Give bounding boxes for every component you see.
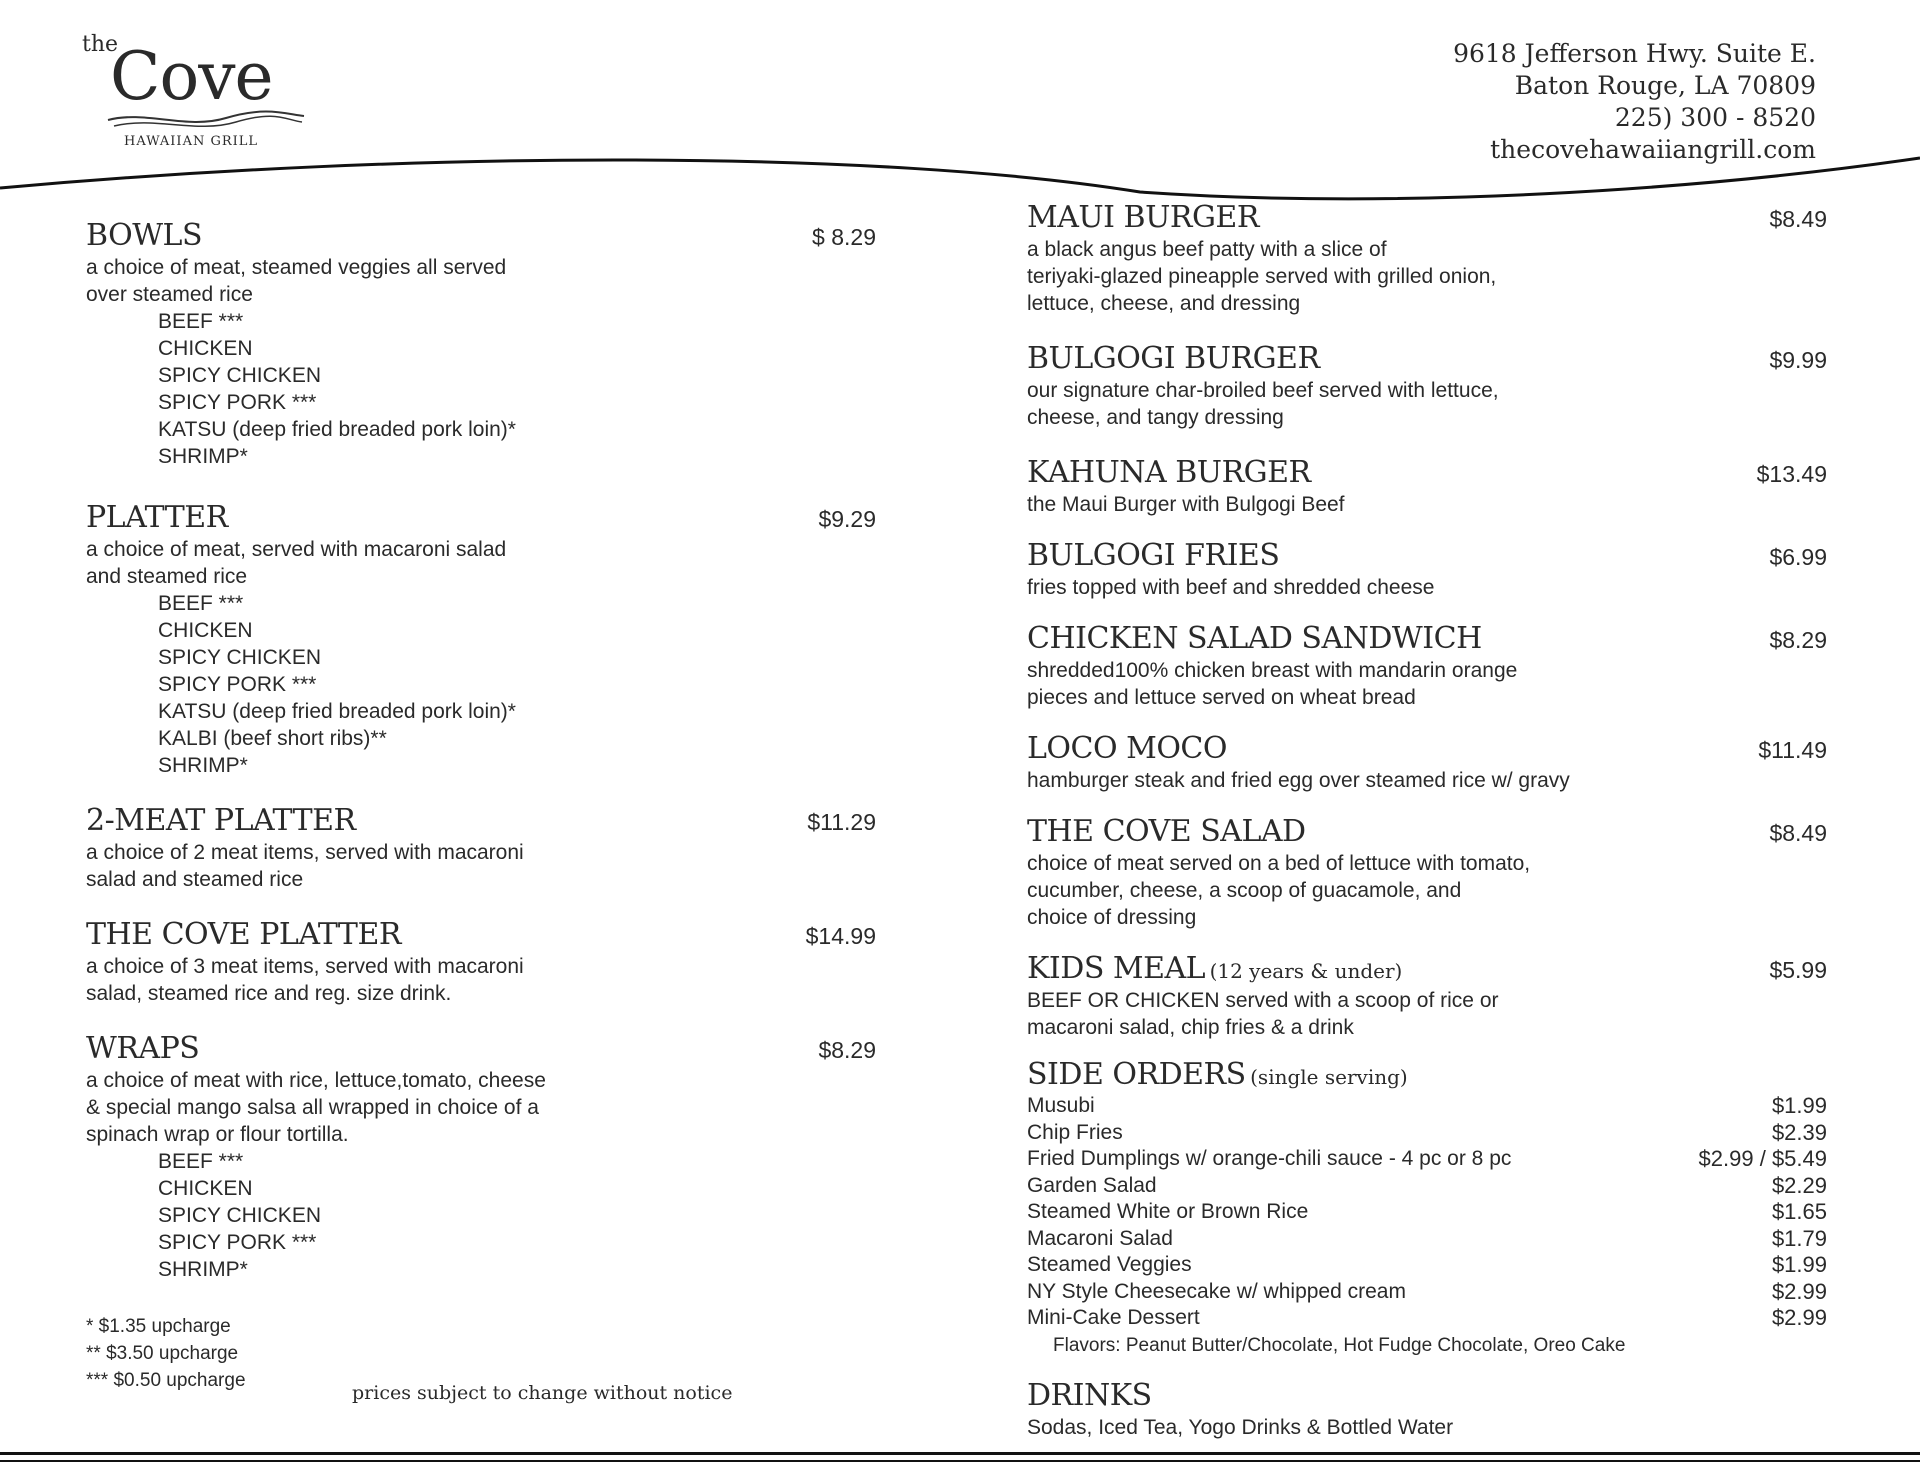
item-description <box>86 1067 876 1148</box>
side-label: Garden Salad <box>1027 1173 1157 1197</box>
item-price: $6.99 <box>1769 544 1827 570</box>
side-label: Steamed Veggies <box>1027 1253 1192 1276</box>
item-price: $8.49 <box>1769 206 1827 232</box>
side-row <box>1027 1226 1827 1253</box>
menu-item-maui-burger <box>1027 200 1827 317</box>
side-price: $2.99 / $5.49 <box>1698 1146 1827 1171</box>
item-name: BULGOGI BURGER <box>1027 341 1320 376</box>
menu-right-column <box>1027 200 1827 1441</box>
address-line-1: 9618 Jefferson Hwy. Suite E. <box>1453 39 1816 68</box>
side-label: Musubi <box>1027 1094 1095 1117</box>
choice-item: CHICKEN <box>158 337 253 360</box>
choice-item: CHICKEN <box>158 619 253 642</box>
wave-icon <box>106 108 306 132</box>
item-name: BOWLS <box>86 218 203 253</box>
choice-item: SPICY PORK *** <box>158 1231 317 1254</box>
item-description <box>1027 377 1827 431</box>
item-price: $13.49 <box>1756 461 1827 487</box>
description-line: a choice of meat, steamed veggies all served <box>86 256 507 279</box>
meat-choices <box>86 308 876 470</box>
item-name: PLATTER <box>86 500 228 535</box>
choice-item: SPICY CHICKEN <box>158 364 321 387</box>
side-row <box>1027 1173 1827 1200</box>
logo-subtitle: HAWAIIAN GRILL <box>124 134 259 149</box>
description-line: hamburger steak and fried egg over steamed rice w/ gravy <box>1027 769 1570 792</box>
item-price: $ 8.29 <box>812 224 876 250</box>
menu-item-cove-platter <box>86 917 876 1007</box>
item-name: BULGOGI FRIES <box>1027 538 1280 573</box>
item-description <box>86 536 876 590</box>
prices-disclaimer: prices subject to change without notice <box>352 1382 733 1404</box>
side-label: Steamed White or Brown Rice <box>1027 1200 1309 1223</box>
item-name: KIDS MEAL <box>1027 951 1206 986</box>
address-block <box>1453 38 1816 166</box>
item-price: $9.29 <box>818 506 876 532</box>
side-row <box>1027 1252 1827 1279</box>
item-price: $5.99 <box>1769 957 1827 983</box>
description-line: salad, steamed rice and reg. size drink. <box>86 982 452 1005</box>
menu-item-bowls <box>86 218 876 470</box>
item-description <box>86 839 876 893</box>
footnote: *** $0.50 upcharge <box>86 1370 246 1391</box>
side-label: Fried Dumplings w/ orange-chili sauce - 4 pc or 8 pc <box>1027 1147 1512 1170</box>
side-price: $1.79 <box>1771 1225 1827 1251</box>
side-row <box>1027 1093 1827 1120</box>
meat-choices <box>86 1148 876 1283</box>
item-price: $9.99 <box>1769 347 1827 373</box>
item-price: $8.49 <box>1769 820 1827 846</box>
item-name: THE COVE SALAD <box>1027 814 1306 849</box>
logo-name: Cove <box>110 38 273 115</box>
description-line: a choice of meat, served with macaroni salad <box>86 538 507 561</box>
cake-flavors: Flavors: Peanut Butter/Chocolate, Hot Fudge Chocolate, Oreo Cake <box>1053 1334 1626 1356</box>
choice-item: BEEF *** <box>158 310 244 333</box>
item-price: $11.29 <box>807 809 876 835</box>
description-line: teriyaki-glazed pineapple served with grilled onion, <box>1027 265 1497 288</box>
bottom-rule <box>0 1452 1920 1455</box>
choice-item: SHRIMP* <box>158 754 248 777</box>
website-link[interactable]: thecovehawaiiangrill.com <box>1490 135 1816 164</box>
side-row <box>1027 1279 1827 1306</box>
section-title: SIDE ORDERS <box>1027 1057 1246 1092</box>
description-line: a choice of meat with rice, lettuce,tomato, cheese <box>86 1069 546 1092</box>
description-line: pieces and lettuce served on wheat bread <box>1027 686 1416 709</box>
choice-item: BEEF *** <box>158 1150 244 1173</box>
item-description <box>86 953 876 1007</box>
choice-item: SPICY PORK *** <box>158 673 317 696</box>
description-line: cheese, and tangy dressing <box>1027 406 1284 429</box>
description-line: choice of meat served on a bed of lettuce with tomato, <box>1027 852 1531 875</box>
choice-item: SHRIMP* <box>158 445 248 468</box>
side-row <box>1027 1146 1827 1173</box>
item-price: $11.49 <box>1758 737 1827 763</box>
menu-item-bulgogi-burger <box>1027 341 1827 431</box>
menu-item-wraps <box>86 1031 876 1283</box>
choice-item: SHRIMP* <box>158 1258 248 1281</box>
item-description <box>1027 987 1827 1041</box>
item-description <box>1027 767 1827 794</box>
side-price: $2.39 <box>1771 1119 1827 1145</box>
menu-left-column <box>86 218 876 1394</box>
choice-item: KATSU (deep fried breaded pork loin)* <box>158 700 516 723</box>
side-row <box>1027 1305 1827 1332</box>
side-price: $1.99 <box>1771 1252 1827 1277</box>
item-name: CHICKEN SALAD SANDWICH <box>1027 621 1482 656</box>
meat-choices <box>86 590 876 779</box>
description-line: a choice of 3 meat items, served with macaroni <box>86 955 524 978</box>
item-name: THE COVE PLATTER <box>86 917 401 952</box>
address-line-2: Baton Rouge, LA 70809 <box>1514 71 1816 100</box>
description-line: lettuce, cheese, and dressing <box>1027 292 1301 315</box>
side-row <box>1027 1199 1827 1226</box>
side-price: $1.65 <box>1771 1199 1827 1224</box>
item-name: MAUI BURGER <box>1027 200 1259 235</box>
menu-item-loco-moco <box>1027 731 1827 794</box>
description-line: BEEF OR CHICKEN served with a scoop of rice or <box>1027 989 1499 1012</box>
phone-number: 225) 300 - 8520 <box>1614 103 1816 132</box>
description-line: cucumber, cheese, a scoop of guacamole, and <box>1027 879 1462 902</box>
side-price: $1.99 <box>1771 1093 1827 1118</box>
item-description <box>1027 491 1827 518</box>
choice-item: BEEF *** <box>158 592 244 615</box>
description-line: and steamed rice <box>86 565 248 588</box>
drinks-description: Sodas, Iced Tea, Yogo Drinks & Bottled Water <box>1027 1415 1454 1439</box>
section-title: DRINKS <box>1027 1377 1152 1413</box>
drinks-section <box>1027 1378 1827 1441</box>
item-description <box>1027 574 1827 601</box>
menu-item-2-meat-platter <box>86 803 876 893</box>
item-description <box>1027 236 1827 317</box>
description-line: the Maui Burger with Bulgogi Beef <box>1027 493 1345 516</box>
footnote: ** $3.50 upcharge <box>86 1343 239 1364</box>
side-label: Mini-Cake Dessert <box>1027 1306 1200 1329</box>
footnote: * $1.35 upcharge <box>86 1316 231 1337</box>
menu-item-chicken-salad-sandwich <box>1027 621 1827 711</box>
logo-the: the <box>82 32 119 57</box>
menu-item-kids-meal <box>1027 951 1827 1041</box>
side-row <box>1027 1120 1827 1147</box>
description-line: shredded100% chicken breast with mandarin orange <box>1027 659 1518 682</box>
choice-item: SPICY CHICKEN <box>158 1204 321 1227</box>
description-line: spinach wrap or flour tortilla. <box>86 1123 349 1146</box>
description-line: over steamed rice <box>86 283 253 306</box>
description-line: macaroni salad, chip fries & a drink <box>1027 1016 1354 1039</box>
choice-item: SPICY PORK *** <box>158 391 317 414</box>
description-line: a choice of 2 meat items, served with macaroni <box>86 841 524 864</box>
description-line: our signature char-broiled beef served with lettuce, <box>1027 379 1499 402</box>
item-name: LOCO MOCO <box>1027 731 1227 766</box>
item-name: 2-MEAT PLATTER <box>86 803 356 838</box>
menu-item-bulgogi-fries <box>1027 538 1827 601</box>
menu-item-platter <box>86 500 876 779</box>
section-note: (single serving) <box>1250 1065 1408 1089</box>
item-description <box>86 254 876 308</box>
choice-item: KALBI (beef short ribs)** <box>158 727 387 750</box>
choice-item: SPICY CHICKEN <box>158 646 321 669</box>
description-line: & special mango salsa all wrapped in choice of a <box>86 1096 539 1119</box>
item-description <box>1027 850 1827 931</box>
item-description <box>1027 657 1827 711</box>
description-line: choice of dressing <box>1027 906 1197 929</box>
choice-item: KATSU (deep fried breaded pork loin)* <box>158 418 516 441</box>
logo <box>80 28 310 158</box>
item-price: $8.29 <box>1769 627 1827 653</box>
side-orders-list <box>1027 1093 1827 1332</box>
item-price: $14.99 <box>805 923 876 949</box>
item-note: (12 years & under) <box>1209 959 1403 983</box>
side-price: $2.99 <box>1771 1305 1827 1330</box>
menu-item-kahuna-burger <box>1027 455 1827 518</box>
description-line: fries topped with beef and shredded cheese <box>1027 576 1435 599</box>
item-price: $8.29 <box>818 1037 876 1063</box>
side-label: Macaroni Salad <box>1027 1226 1173 1250</box>
description-line: salad and steamed rice <box>86 868 304 891</box>
item-name: WRAPS <box>86 1031 200 1066</box>
menu-item-cove-salad <box>1027 814 1827 931</box>
choice-item: CHICKEN <box>158 1177 253 1200</box>
side-price: $2.29 <box>1771 1172 1827 1198</box>
item-name: KAHUNA BURGER <box>1027 455 1311 490</box>
side-price: $2.99 <box>1771 1278 1827 1304</box>
side-label: Chip Fries <box>1027 1120 1123 1144</box>
side-label: NY Style Cheesecake w/ whipped cream <box>1027 1279 1406 1303</box>
bottom-rule <box>0 1460 1920 1462</box>
side-orders-section <box>1027 1057 1827 1360</box>
description-line: a black angus beef patty with a slice of <box>1027 238 1387 261</box>
